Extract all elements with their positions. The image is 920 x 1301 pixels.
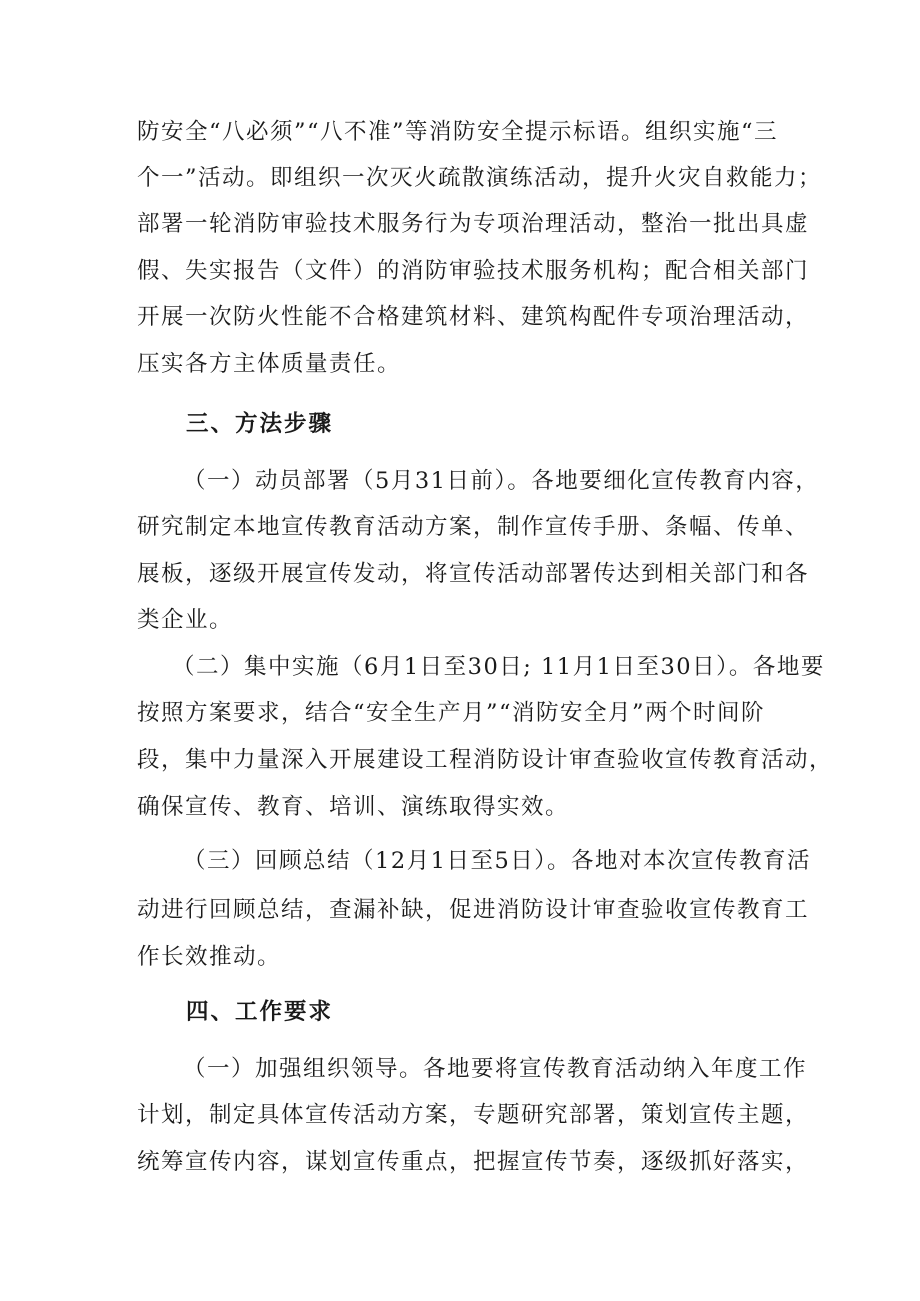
text-line-17: 动进行回顾总结，查漏补缺，促进消防设计审查验收宣传教育工 (137, 897, 810, 923)
text-line-5: 开展一次防火性能不合格建筑材料、建筑构配件专项治理活动， (137, 304, 810, 330)
text-line-1: 防安全“八必须”“八不准”等消防安全提示标语。组织实施“三 (137, 119, 779, 145)
text-line-9: 研究制定本地宣传教育活动方案，制作宣传手册、条幅、传单、 (137, 514, 810, 540)
text-line-12: （二）集中实施（6月1日至30日; 11月1日至30日）。各地要 (172, 654, 825, 680)
text-line-22: 统筹宣传内容，谋划宣传重点，把握宣传节奏，逐级抓好落实， (137, 1149, 810, 1175)
text-line-14: 段，集中力量深入开展建设工程消防设计审查验收宣传教育活动， (137, 747, 834, 773)
section-heading-methods: 三、方法步骤 (186, 411, 334, 437)
text-line-4: 假、失实报告（文件）的消防审验技术服务机构；配合相关部门 (137, 258, 810, 284)
text-line-3: 部署一轮消防审验技术服务行为专项治理活动，整治一批出具虚 (137, 211, 810, 237)
text-line-11: 类企业。 (137, 607, 234, 633)
section-heading-requirements: 四、工作要求 (186, 999, 334, 1025)
text-line-20: （一）加强组织领导。各地要将宣传教育活动纳入年度工作 (183, 1056, 808, 1082)
text-line-13: 按照方案要求，结合“安全生产月”“消防安全月”两个时间阶 (137, 700, 766, 726)
text-line-2: 个一”活动。即组织一次灭火疏散演练活动，提升火灾自救能力； (137, 165, 823, 191)
text-line-21: 计划，制定具体宣传活动方案，专题研究部署，策划宣传主题， (137, 1102, 810, 1128)
text-line-8: （一）动员部署（5月31日前）。各地要细化宣传教育内容， (183, 468, 820, 494)
text-line-18: 作长效推动。 (137, 944, 282, 970)
text-line-16: （三）回顾总结（12月1日至5日）。各地对本次宣传教育活 (183, 848, 812, 874)
text-line-6: 压实各方主体质量责任。 (137, 351, 402, 377)
text-line-10: 展板，逐级开展宣传发动，将宣传活动部署传达到相关部门和各 (137, 561, 810, 587)
text-line-15: 确保宣传、教育、培训、演练取得实效。 (137, 794, 570, 820)
